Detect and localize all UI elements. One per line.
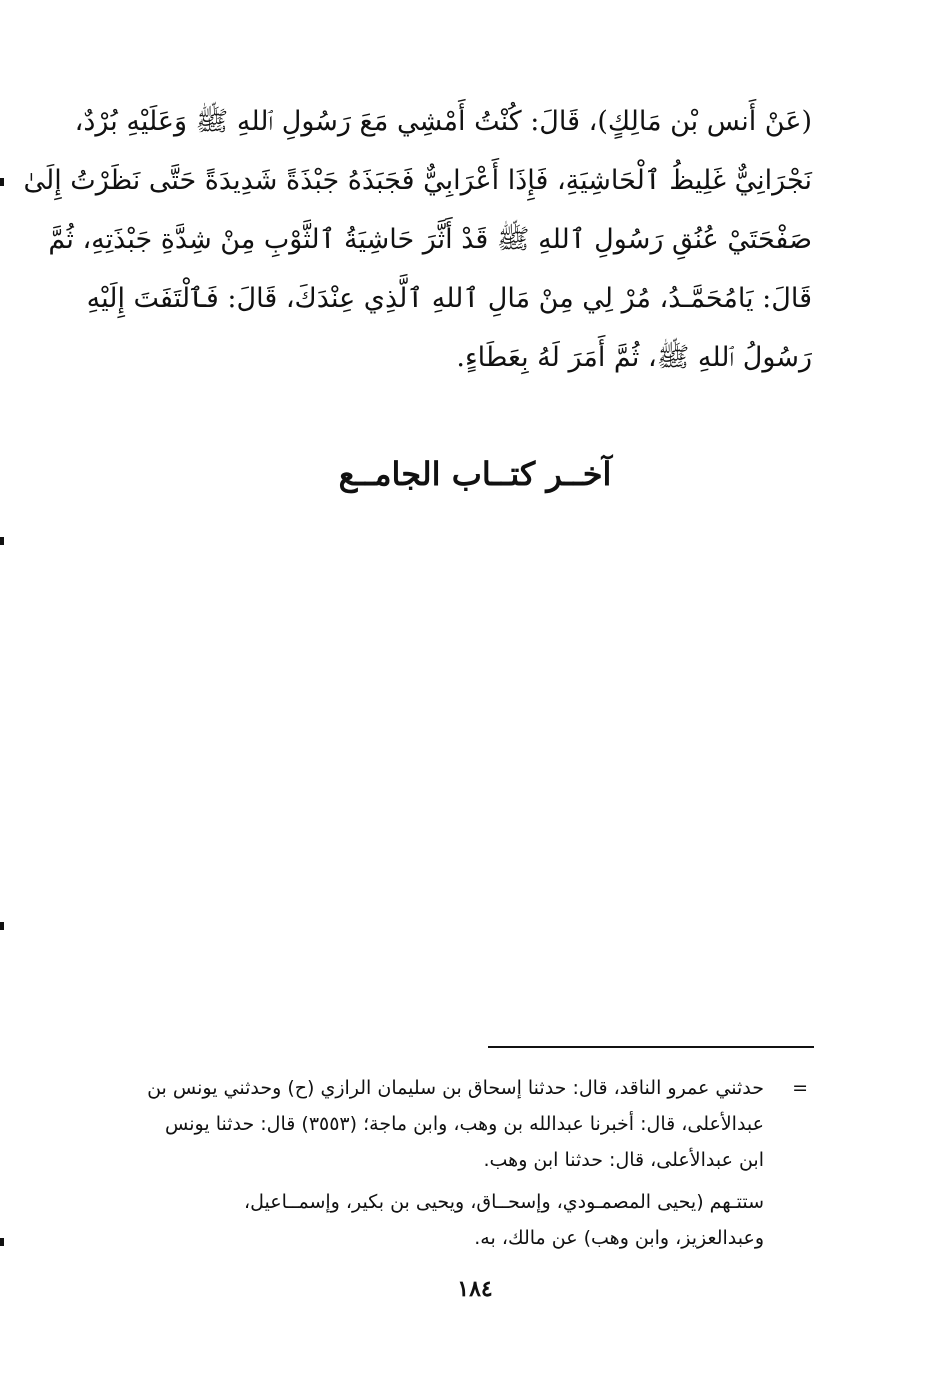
footnote-line: عبدالأعلى، قال: أخبرنا عبدالله بن وهب، وابن ماجة؛ (٣٥٥٣) قال: حدثنا يونس: [165, 1113, 764, 1135]
footnote-paragraph: [118, 1184, 808, 1256]
margin-mark: [0, 537, 4, 545]
margin-mark: [0, 1238, 4, 1246]
footnote-paragraph: [118, 1070, 808, 1178]
page-number: ١٨٤: [457, 1276, 493, 1302]
hadith-line: قَالَ: يَامُحَمَّـدُ، مُرْ لِي مِنْ مَالِ ٱللهِ ٱلَّذِي عِنْدَكَ، قَالَ: فَٱلْتَفَتَ إِلَيْهِ: [86, 283, 812, 314]
hadith-line: رَسُولُ ٱللهِ ﷺ، ثُمَّ أَمَرَ لَهُ بِعَطَاءٍ.: [456, 342, 812, 373]
footnote-line: ابن عبدالأعلى، قال: حدثنا ابن وهب.: [483, 1149, 764, 1171]
margin-mark: [0, 178, 4, 186]
margin-mark: [0, 922, 4, 930]
closing-title: آخــر كتــاب الجامــع: [338, 455, 612, 493]
hadith-text: [23, 92, 812, 387]
footnotes: [118, 1070, 808, 1256]
hadith-line: صَفْحَتَيْ عُنُقِ رَسُولِ ٱللهِ ﷺ قَدْ أَثَّرَ حَاشِيَةُ ٱلثَّوْبِ مِنْ شِدَّةِ جَبْذَتِهِ، ثُمَّ: [48, 224, 812, 255]
footnote-marker: =: [792, 1077, 808, 1099]
hadith-line: (عَنْ أَنس بْن مَالِكٍ)، قَالَ: كُنْتُ أَمْشِي مَعَ رَسُولِ ٱللهِ ﷺ وَعَلَيْهِ بُرْدٌ،: [74, 106, 812, 137]
footnote-divider: [488, 1046, 814, 1048]
footnote-line: ستتـهم (يحيى المصمـودي، وإسحــاق، ويحيى بن بكير، وإسمــاعيل،: [243, 1191, 764, 1213]
hadith-line: نَجْرَانِيٌّ غَلِيظُ ٱلْحَاشِيَةِ، فَإِذَا أَعْرَابِيٌّ فَجَبَذَهُ جَبْذَةً شَدِيدَةً حَتَّى نَظَرْتُ إِلَىٰ: [23, 165, 812, 196]
footnote-line: حدثني عمرو الناقد، قال: حدثنا إسحاق بن سليمان الرازي (ح) وحدثني يونس بن: [147, 1077, 764, 1099]
footnote-line: وعبدالعزيز، وابن وهب) عن مالك، به.: [474, 1227, 764, 1249]
